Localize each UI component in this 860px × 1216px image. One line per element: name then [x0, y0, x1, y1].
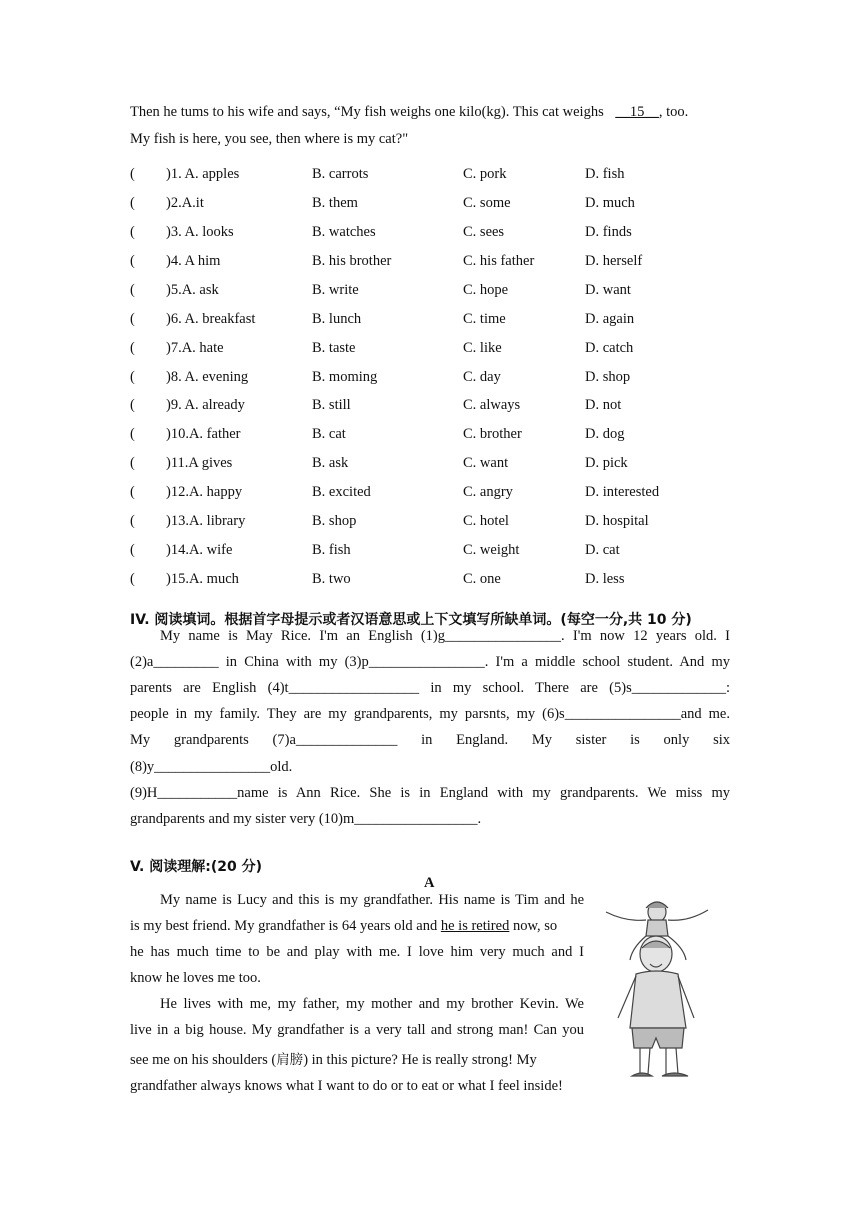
- s4-line-4: people in my family. They are my grandparents, my parsnts, my (6)s________________and me.: [130, 706, 730, 722]
- option-a: )12.A. happy: [166, 484, 243, 501]
- option-d: D. less: [585, 571, 625, 587]
- p2-line-1: He lives with me, my father, my mother and my brother Kevin. We: [160, 996, 584, 1012]
- option-b: B. watches: [312, 223, 376, 240]
- option-row: [130, 369, 730, 389]
- s4-line-5: My grandparents (7)a______________ in England. My sister is only six: [130, 732, 730, 748]
- option-c: C. brother: [463, 426, 522, 443]
- option-d: D. want: [585, 281, 631, 298]
- option-row: [130, 282, 730, 302]
- option-row: [130, 340, 730, 360]
- answer-bracket: (: [130, 339, 135, 356]
- option-d: D. cat: [585, 542, 620, 559]
- answer-bracket: (: [130, 281, 135, 298]
- option-row: [130, 253, 730, 273]
- p2-line-4: grandfather always knows what I want to do or to eat or what I feel inside!: [130, 1078, 563, 1094]
- answer-bracket: (: [130, 166, 135, 182]
- p1-line-1: My name is Lucy and this is my grandfather. His name is Tim and he: [160, 892, 584, 908]
- option-d: D. dog: [585, 426, 625, 443]
- option-a: )6. A. breakfast: [166, 310, 256, 327]
- p2-line-3-text: see me on his shoulders (: [130, 1052, 277, 1068]
- option-d: D. pick: [585, 455, 628, 472]
- option-c: C. weight: [463, 542, 520, 559]
- answer-bracket: (: [130, 194, 135, 211]
- answer-bracket: (: [130, 397, 135, 414]
- option-c: C. one: [463, 571, 501, 587]
- option-d: D. catch: [585, 339, 634, 356]
- option-a: )15.A. much: [166, 571, 239, 587]
- grandfather-illustration: [596, 898, 720, 1084]
- intro-line-1: [130, 104, 730, 121]
- option-a: )5.A. ask: [166, 281, 219, 298]
- option-d: D. interested: [585, 484, 660, 501]
- option-b: B. taste: [312, 339, 356, 356]
- option-c: C. some: [463, 194, 511, 211]
- option-d: D. hospital: [585, 513, 649, 530]
- p1-line-2: [130, 918, 584, 935]
- answer-bracket: (: [130, 426, 135, 443]
- p1-line-2-text: is my best friend. My grandfather is 64 years old and: [130, 918, 441, 934]
- option-c: C. want: [463, 455, 509, 472]
- option-c: C. pork: [463, 166, 507, 182]
- answer-bracket: (: [130, 455, 135, 472]
- option-a: )14.A. wife: [166, 542, 233, 559]
- option-d: D. again: [585, 310, 635, 327]
- answer-bracket: (: [130, 484, 135, 501]
- s4-line-1: My name is May Rice. I'm an English (1)g________________. I'm now 12 years old. I: [160, 628, 730, 644]
- s4-line-7: (9)H___________name is Ann Rice. She is in England with my grandparents. We miss my: [130, 785, 730, 801]
- option-a: )4. A him: [166, 252, 221, 269]
- option-b: B. fish: [312, 542, 351, 559]
- p2-line-3: [130, 1048, 584, 1069]
- option-b: B. carrots: [312, 166, 369, 182]
- option-b: B. excited: [312, 484, 371, 501]
- option-row: [130, 571, 730, 591]
- option-c: C. hotel: [463, 513, 509, 530]
- p1-line-3: he has much time to be and play with me. I love him very much and I: [130, 944, 584, 960]
- passage-label: A: [424, 875, 435, 891]
- option-c: C. angry: [463, 484, 513, 501]
- option-c: C. like: [463, 339, 502, 356]
- option-a: )2.A.it: [166, 194, 204, 211]
- option-a: )10.A. father: [166, 426, 241, 443]
- option-row: [130, 195, 730, 215]
- option-row: [130, 224, 730, 244]
- s4-line-2: (2)a_________ in China with my (3)p________________. I'm a middle school student. And my: [130, 654, 730, 670]
- answer-bracket: (: [130, 223, 135, 240]
- option-a: )11.A gives: [166, 455, 233, 472]
- option-b: B. them: [312, 194, 358, 211]
- p2-line-2: live in a big house. My grandfather is a very tall and strong man! Can you: [130, 1022, 584, 1038]
- intro-line-2: My fish is here, you see, then where is my cat?": [130, 131, 409, 147]
- option-row: [130, 166, 730, 186]
- option-a: )9. A. already: [166, 397, 245, 414]
- option-b: B. shop: [312, 513, 357, 530]
- p1-line-2-end: now, so: [509, 918, 558, 934]
- option-b: B. his brother: [312, 252, 392, 269]
- option-row: [130, 397, 730, 417]
- option-b: B. ask: [312, 455, 349, 472]
- option-a: )1. A. apples: [166, 166, 240, 182]
- option-row: [130, 311, 730, 331]
- p2-line-3-end: ) in this picture? He is really strong! My: [303, 1052, 537, 1068]
- answer-bracket: (: [130, 368, 135, 385]
- option-a: )7.A. hate: [166, 339, 224, 356]
- option-d: D. fish: [585, 166, 625, 182]
- option-b: B. still: [312, 397, 351, 414]
- answer-bracket: (: [130, 310, 135, 327]
- s4-line-3: parents are English (4)t__________________ in my school. There are (5)s_____________:: [130, 680, 730, 696]
- intro-text-end: , too.: [658, 104, 689, 120]
- option-row: [130, 513, 730, 533]
- underlined-phrase: he is retired: [440, 918, 510, 934]
- s4-line-8: grandparents and my sister very (10)m_________________.: [130, 811, 482, 827]
- answer-bracket: (: [130, 252, 135, 269]
- option-b: B. cat: [312, 426, 346, 443]
- blank-15: __15__: [615, 104, 659, 120]
- option-row: [130, 484, 730, 504]
- option-c: C. hope: [463, 281, 509, 298]
- option-d: D. not: [585, 397, 622, 414]
- option-a: )8. A. evening: [166, 368, 249, 385]
- option-a: )13.A. library: [166, 513, 246, 530]
- answer-bracket: (: [130, 571, 135, 587]
- chinese-gloss: 肩膀: [276, 1052, 304, 1068]
- option-d: D. herself: [585, 252, 643, 269]
- option-b: B. lunch: [312, 310, 362, 327]
- option-row: [130, 542, 730, 562]
- option-c: C. sees: [463, 223, 505, 240]
- option-row: [130, 426, 730, 446]
- answer-bracket: (: [130, 542, 135, 559]
- option-c: C. day: [463, 368, 501, 385]
- option-d: D. finds: [585, 223, 632, 240]
- option-b: B. write: [312, 281, 359, 298]
- section-5-heading: V. 阅读理解:(20 分): [130, 859, 262, 875]
- option-a: )3. A. looks: [166, 223, 234, 240]
- option-b: B. moming: [312, 368, 378, 385]
- intro-text: Then he tums to his wife and says, “My fish weighs one kilo(kg). This cat weighs: [130, 104, 604, 120]
- section-4-heading: IV. 阅读填词。根据首字母提示或者汉语意思或上下文填写所缺单词。(每空一分,共 10 分): [130, 612, 692, 628]
- option-d: D. shop: [585, 368, 631, 385]
- option-d: D. much: [585, 194, 635, 211]
- s4-line-6: (8)y________________old.: [130, 759, 293, 775]
- p1-line-4: know he loves me too.: [130, 970, 261, 986]
- option-b: B. two: [312, 571, 351, 587]
- option-c: C. his father: [463, 252, 535, 269]
- answer-bracket: (: [130, 513, 135, 530]
- option-row: [130, 455, 730, 475]
- option-c: C. time: [463, 310, 506, 327]
- option-c: C. always: [463, 397, 521, 414]
